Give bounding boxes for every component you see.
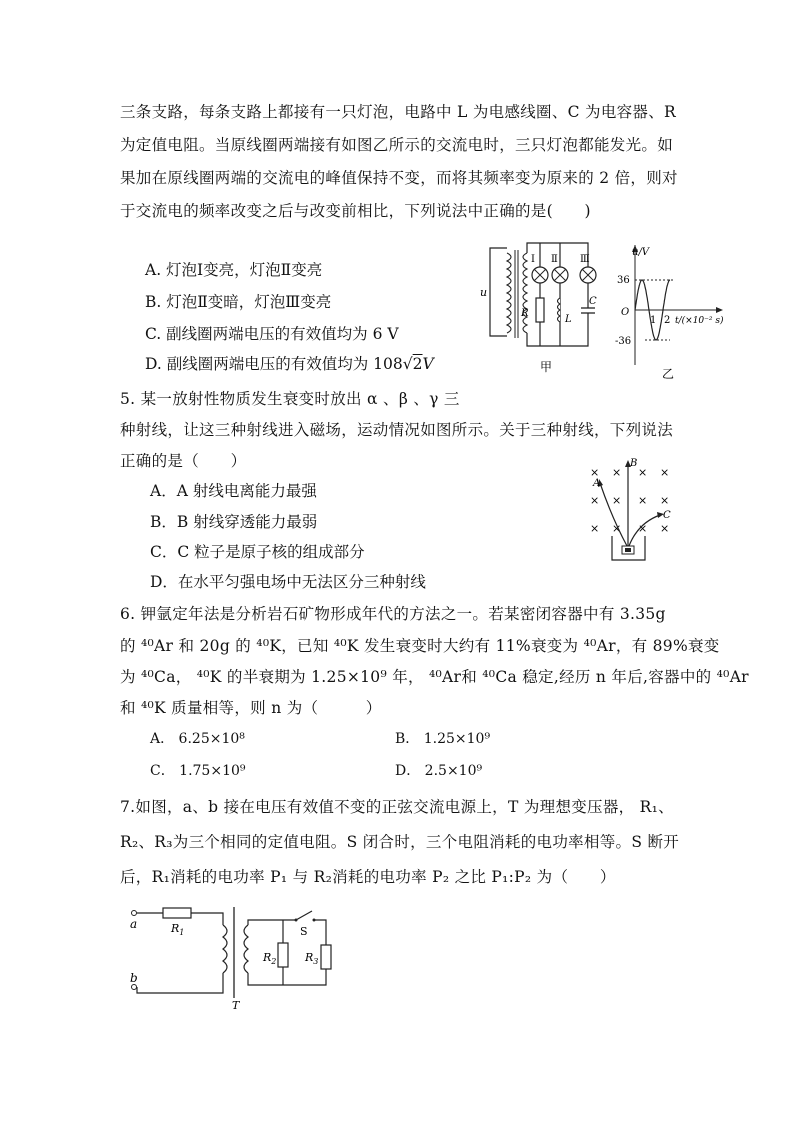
bulb-2-label: Ⅱ — [551, 254, 558, 265]
q5-option-d: D．在水平匀强电场中无法区分三种射线 — [150, 573, 426, 591]
switch-s — [296, 911, 312, 920]
q5-option-a: A．A 射线电离能力最强 — [150, 482, 317, 500]
svg-text:×: × — [612, 522, 622, 535]
graph-peak-neg: -36 — [615, 336, 632, 347]
svg-text:×: × — [590, 466, 600, 479]
resistor-r1 — [163, 908, 191, 918]
svg-text:×: × — [612, 494, 622, 507]
svg-text:×: × — [638, 494, 648, 507]
q6-option-a: A． 6.25×10⁸ — [150, 731, 245, 747]
graph-tick-1: 1 — [650, 315, 657, 326]
figure-jia-caption: 甲 — [540, 360, 553, 374]
q7-line-3: 后，R₁消耗的电功率 P₁ 与 R₂消耗的电功率 P₂ 之比 P₁:P₂ 为（ ） — [120, 868, 616, 886]
resistor-r3 — [321, 945, 331, 969]
graph-peak-pos: 36 — [617, 275, 630, 286]
q6-line-4: 和 ⁴⁰K 质量相等，则 n 为（ ） — [120, 699, 382, 717]
graph-origin: O — [621, 307, 630, 318]
svg-text:×: × — [638, 466, 648, 479]
svg-text:×: × — [590, 494, 600, 507]
q6-line-1: 6. 钾氩定年法是分析岩石矿物形成年代的方法之一。若某密闭容器中有 3.35g — [120, 605, 666, 623]
q4-option-d-text: D. 副线圈两端电压的有效值均为 108 — [145, 355, 403, 373]
inductor-l — [558, 298, 561, 322]
inductor-l-label: L — [565, 314, 572, 325]
q5-line-3: 正确的是（ ） — [120, 452, 247, 470]
q4-option-a: A. 灯泡Ⅰ变亮，灯泡Ⅱ变亮 — [145, 261, 323, 279]
q5-magnetic-field-figure — [590, 458, 680, 568]
q6-option-d: D． 2.5×10⁹ — [395, 763, 483, 779]
q6-option-b: B． 1.25×10⁹ — [395, 731, 491, 747]
sqrt-sign: √ — [402, 355, 413, 373]
q6-option-c: C． 1.75×10⁹ — [150, 763, 246, 779]
r3-label: $R_3$ — [305, 951, 319, 966]
q4-option-d-root: 2 — [412, 355, 423, 373]
bulb-3-label: Ⅲ — [580, 254, 590, 265]
q6-line-3: 为 ⁴⁰Ca， ⁴⁰K 的半衰期为 1.25×10⁹ 年， ⁴⁰Ar和 ⁴⁰Ca 稳定,经历 n 年后,容器中的 ⁴⁰Ar — [120, 668, 749, 686]
figure-yi-caption: 乙 — [662, 367, 675, 381]
q7-line-2: R₂、R₃为三个相同的定值电阻。S 闭合时，三个电阻消耗的电功率相等。S 断开 — [120, 833, 680, 851]
q4-stem-line-4: 于交流电的频率改变之后与改变前相比，下列说法中正确的是( ) — [120, 202, 591, 220]
terminal-b-label: b — [130, 971, 138, 985]
resistor-r2 — [278, 943, 288, 967]
q5-line-2: 种射线，让这三种射线进入磁场，运动情况如图所示。关于三种射线，下列说法 — [120, 421, 674, 439]
graph-x-axis-label: t/(×10⁻² s) — [675, 316, 724, 326]
graph-y-axis-label: u/V — [632, 247, 650, 258]
q4-option-b: B. 灯泡Ⅱ变暗，灯泡Ⅲ变亮 — [145, 293, 332, 311]
q5-line-1: 5. 某一放射性物质发生衰变时放出 α 、β 、γ 三 — [120, 390, 460, 408]
svg-text:×: × — [660, 494, 670, 507]
q5-option-b: B．B 射线穿透能力最弱 — [150, 513, 318, 531]
q4-stem-line-2: 为定值电阻。当原线圈两端接有如图乙所示的交流电时，三只灯泡都能发光。如 — [120, 136, 674, 154]
resistor-r-label: R — [521, 308, 529, 319]
svg-text:×: × — [590, 522, 600, 535]
field-crosses — [590, 466, 669, 535]
q7-line-1: 7.如图，a、b 接在电压有效值不变的正弦交流电源上，T 为理想变压器， R₁、 — [120, 798, 674, 816]
q6-line-2: 的 ⁴⁰Ar 和 20g 的 ⁴⁰K，已知 ⁴⁰K 发生衰变时大约有 11%衰变为 ⁴⁰Ar，有 89%衰变 — [120, 637, 720, 655]
capacitor-c-label: C — [589, 296, 597, 307]
r2-label: $R_2$ — [263, 951, 277, 966]
resistor-r — [536, 298, 544, 322]
svg-text:×: × — [660, 522, 670, 535]
transformer-t-label: T — [232, 999, 240, 1012]
svg-text:×: × — [660, 466, 670, 479]
svg-text:×: × — [612, 466, 622, 479]
graph-tick-2: 2 — [664, 315, 671, 326]
switch-s-label: S — [300, 925, 308, 938]
ray-a-label: A — [593, 478, 601, 489]
ray-b-label: B — [630, 458, 638, 469]
q5-option-c: C．C 粒子是原子核的组成部分 — [150, 543, 365, 561]
q4-circuit-figure — [480, 238, 605, 378]
q4-option-d-unit: V — [422, 355, 434, 373]
q4-sine-graph — [615, 245, 730, 380]
terminal-a-label: a — [130, 917, 138, 931]
q4-stem-line-1: 三条支路，每条支路上都接有一只灯泡，电路中 L 为电感线圈、C 为电容器、R — [120, 103, 677, 121]
q4-u-label: u — [480, 286, 488, 299]
q4-option-d — [145, 352, 434, 374]
q7-transformer-circuit — [128, 905, 343, 1010]
ray-c-label: C — [663, 510, 671, 521]
q4-option-c: C. 副线圈两端电压的有效值均为 6 V — [145, 325, 399, 343]
bulb-1-label: Ⅰ — [531, 254, 535, 265]
svg-text:×: × — [638, 522, 648, 535]
r1-label: $R_1$ — [171, 922, 185, 937]
q4-stem-line-3: 果加在原线圈两端的交流电的峰值保持不变，而将其频率变为原来的 2 倍，则对 — [120, 169, 678, 187]
